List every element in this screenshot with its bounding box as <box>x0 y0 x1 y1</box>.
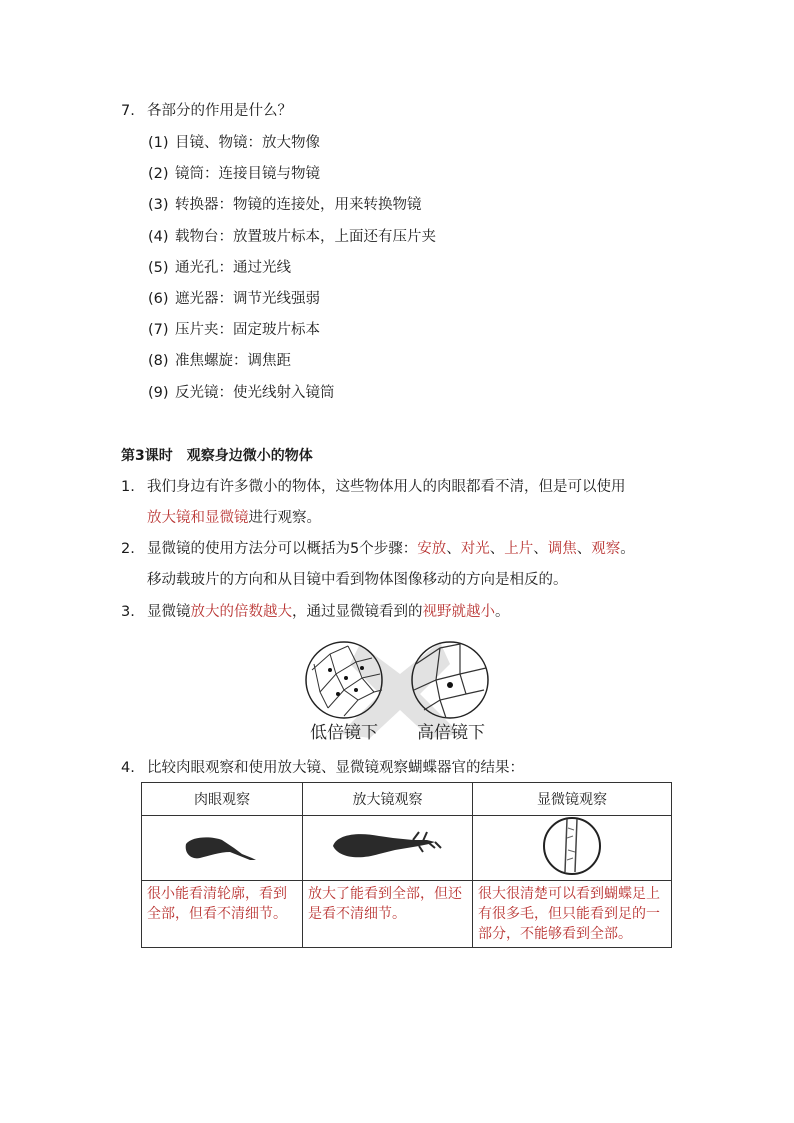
lesson-heading: 第3课时 观察身边微小的物体 <box>121 448 313 464</box>
item-index: (3) <box>148 197 169 213</box>
separator: 、 <box>576 541 592 557</box>
paragraph-text: 显微镜的使用方法分可以概括为5个步骤： <box>147 541 418 557</box>
table-result-row <box>142 881 672 948</box>
highlight-text: 放大镜和显微镜 <box>147 510 249 526</box>
item-index: (1) <box>148 135 169 151</box>
magnifier-image-cell <box>303 816 473 881</box>
step-text: 观察 <box>591 541 621 557</box>
paragraph-1-line-2 <box>147 508 321 528</box>
butterfly-leg-magnifier-image <box>323 824 453 868</box>
list-item <box>148 258 291 278</box>
question-number: 7. <box>121 103 135 119</box>
item-text: 遮光器：调节光线强弱 <box>175 291 320 307</box>
item-text: 转换器：物镜的连接处，用来转换物镜 <box>175 197 422 213</box>
paragraph-number: 4. <box>121 760 135 776</box>
paragraph-1-line-1 <box>121 477 626 497</box>
paragraph-text: ，通过显微镜看到的 <box>292 604 423 620</box>
paragraph-3 <box>121 602 510 622</box>
paragraph-number: 1. <box>121 479 135 495</box>
item-text: 压片夹：固定玻片标本 <box>175 322 320 338</box>
microscope-field-figure <box>300 634 496 746</box>
step-text: 安放 <box>417 541 447 557</box>
list-item <box>148 383 335 403</box>
paragraph-number: 2. <box>121 541 135 557</box>
table-header-row <box>142 783 672 816</box>
column-header: 肉眼观察 <box>142 783 303 816</box>
paragraph-text: 比较肉眼观察和使用放大镜、显微镜观察蝴蝶器官的结果： <box>147 760 524 776</box>
item-text: 目镜、物镜：放大物像 <box>175 135 320 151</box>
question-7-title <box>121 101 292 121</box>
item-index: (5) <box>148 260 169 276</box>
list-item <box>148 133 320 153</box>
item-text: 准焦螺旋：调焦距 <box>175 353 291 369</box>
item-text: 通光孔：通过光线 <box>175 260 291 276</box>
magnifier-result: 放大了能看到全部，但还是看不清细节。 <box>303 881 473 948</box>
list-item <box>148 227 436 247</box>
naked-eye-result: 很小能看清轮廓，看到全部，但看不清细节。 <box>142 881 303 948</box>
step-text: 调焦 <box>547 541 577 557</box>
item-index: (2) <box>148 166 169 182</box>
paragraph-number: 3. <box>121 604 135 620</box>
highlight-text: 放大的倍数越大 <box>190 604 292 620</box>
list-item <box>148 164 320 184</box>
item-index: (8) <box>148 353 169 369</box>
paragraph-text: 。 <box>495 604 510 620</box>
column-header: 放大镜观察 <box>303 783 473 816</box>
microscope-image-cell <box>473 816 672 881</box>
low-magnification-label: 低倍镜下 <box>310 723 378 742</box>
butterfly-leg-naked-eye-image <box>172 826 272 866</box>
table-image-row <box>142 816 672 881</box>
step-text: 上片 <box>504 541 534 557</box>
paragraph-2-line-1 <box>121 539 635 559</box>
separator: 、 <box>533 541 548 557</box>
item-index: (7) <box>148 322 169 338</box>
step-text: 对光 <box>460 541 490 557</box>
separator: 。 <box>620 541 635 557</box>
item-text: 镜筒：连接目镜与物镜 <box>175 166 320 182</box>
separator: 、 <box>446 541 461 557</box>
item-index: (4) <box>148 229 169 245</box>
item-text: 载物台：放置玻片标本，上面还有压片夹 <box>175 229 436 245</box>
butterfly-leg-microscope-image <box>537 816 607 876</box>
column-header: 显微镜观察 <box>473 783 672 816</box>
high-magnification-label: 高倍镜下 <box>417 723 485 742</box>
list-item <box>148 320 320 340</box>
observation-comparison-table <box>141 782 672 948</box>
list-item <box>148 351 291 371</box>
paragraph-2-line-2: 移动载玻片的方向和从目镜中看到物体图像移动的方向是相反的。 <box>147 572 568 588</box>
item-index: (6) <box>148 291 169 307</box>
cell-view-drawing <box>300 634 496 746</box>
paragraph-text: 我们身边有许多微小的物体，这些物体用人的肉眼都看不清，但是可以使用 <box>147 479 626 495</box>
paragraph-text: 进行观察。 <box>248 510 321 526</box>
paragraph-4 <box>121 758 524 778</box>
highlight-text: 视野就越小 <box>422 604 495 620</box>
item-index: (9) <box>148 385 169 401</box>
question-text: 各部分的作用是什么？ <box>147 103 292 119</box>
naked-eye-image-cell <box>142 816 303 881</box>
microscope-result: 很大很清楚可以看到蝴蝶足上有很多毛，但只能看到足的一部分，不能够看到全部。 <box>473 881 672 948</box>
list-item <box>148 289 320 309</box>
item-text: 反光镜：使光线射入镜筒 <box>175 385 335 401</box>
paragraph-text: 显微镜 <box>147 604 191 620</box>
separator: 、 <box>489 541 505 557</box>
list-item <box>148 195 422 215</box>
